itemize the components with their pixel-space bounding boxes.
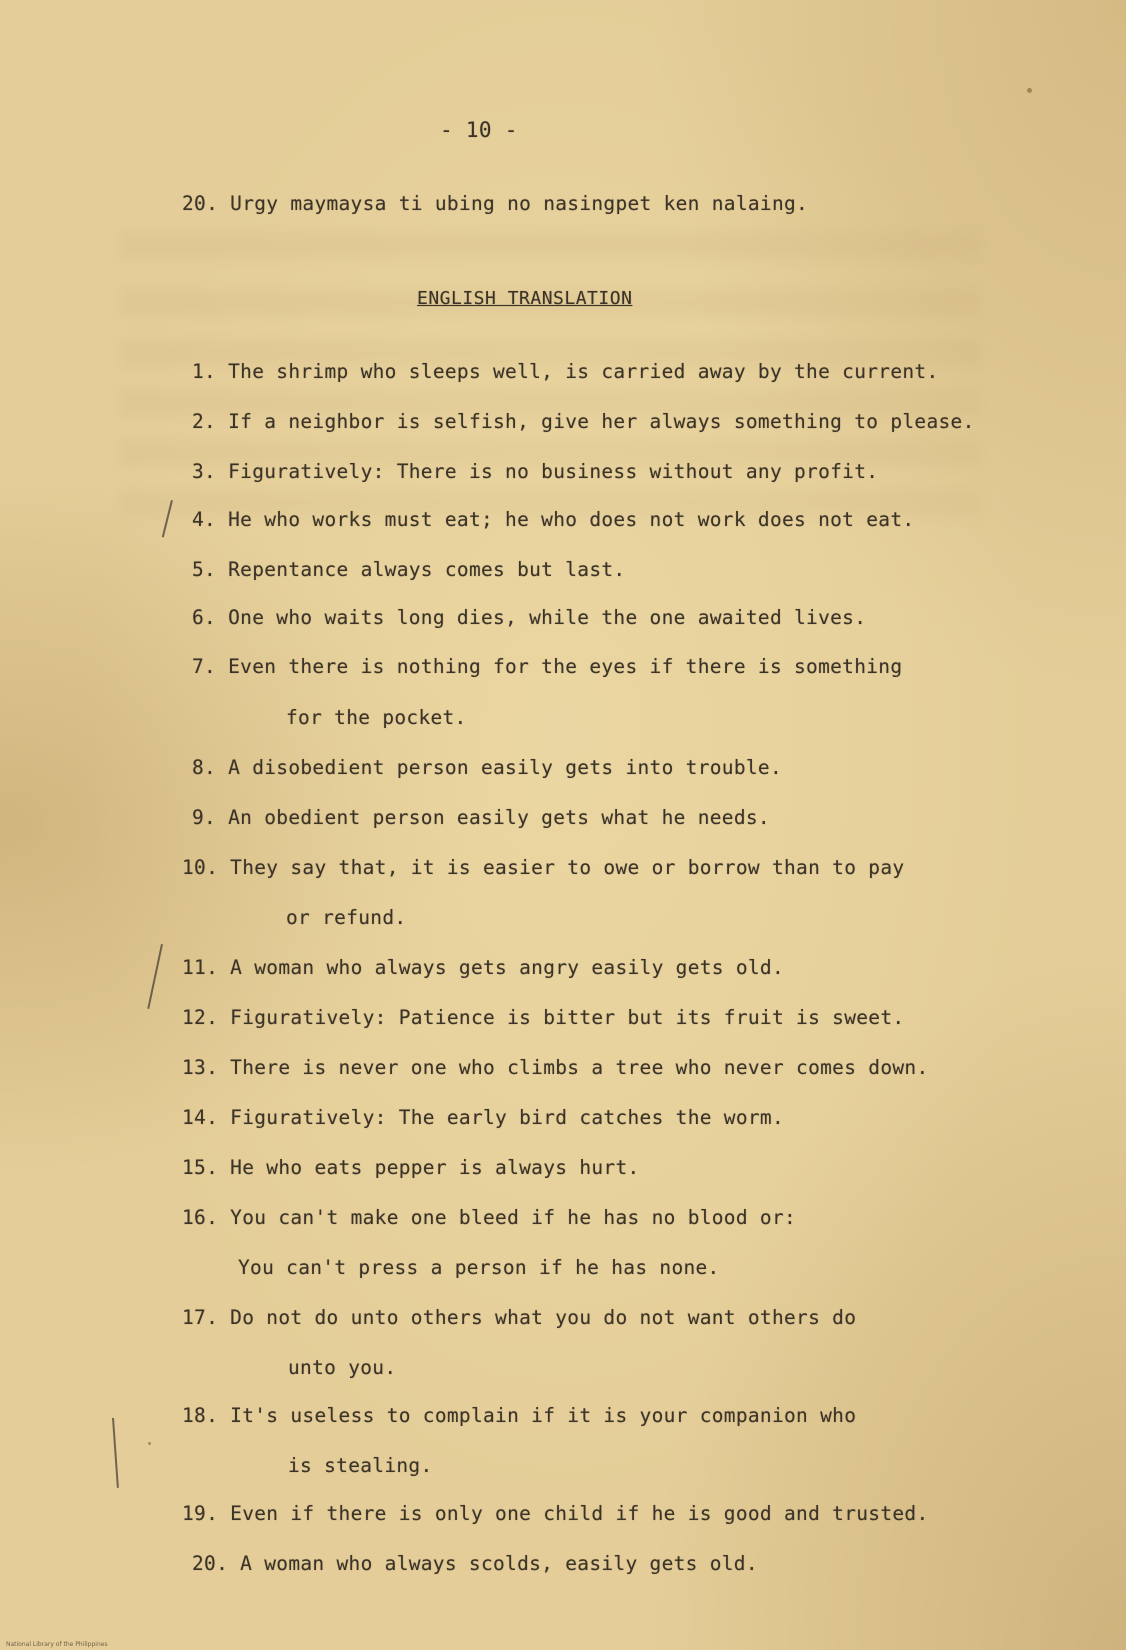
item-text: A woman who always gets angry easily gets old. <box>230 956 785 979</box>
list-item <box>192 410 975 433</box>
item-text: The shrimp who sleeps well, is carried away by the current. <box>228 360 939 383</box>
item-number: 15. <box>182 1156 219 1179</box>
archive-footer-stamp: National Library of the Philippines <box>6 1641 108 1648</box>
item-text: One who waits long dies, while the one awaited lives. <box>228 606 867 629</box>
list-item <box>192 1552 758 1575</box>
list-item <box>182 856 904 879</box>
item-text: Even if there is only one child if he is good and trusted. <box>230 1502 929 1525</box>
paper-smudge <box>148 1442 151 1445</box>
item-text: An obedient person easily gets what he needs. <box>228 806 770 829</box>
list-item <box>182 1056 929 1079</box>
item-number: 10. <box>182 856 219 879</box>
item-text: You can't make one bleed if he has no blood or: <box>230 1206 797 1229</box>
list-item-continuation: You can't press a person if he has none. <box>238 1256 720 1279</box>
list-item <box>182 1006 904 1029</box>
list-item <box>192 655 902 678</box>
list-item-continuation: unto you. <box>288 1356 397 1379</box>
list-item <box>192 460 878 483</box>
item-text: Figuratively: Patience is bitter but its fruit is sweet. <box>230 1006 905 1029</box>
item-number: 2. <box>192 410 217 433</box>
item-number: 20. <box>192 1552 229 1575</box>
paper-smudge <box>1027 88 1032 93</box>
item-text: They say that, it is easier to owe or borrow than to pay <box>230 856 905 879</box>
page-number: - 10 - <box>440 118 518 142</box>
pencil-mark <box>112 1418 119 1488</box>
item-text: There is never one who climbs a tree who never comes down. <box>230 1056 929 1079</box>
list-item <box>182 1502 929 1525</box>
item-number: 14. <box>182 1106 219 1129</box>
list-item <box>182 956 784 979</box>
list-item-continuation: for the pocket. <box>286 706 467 729</box>
bleed-through-shadow <box>120 232 980 258</box>
item-text: He who eats pepper is always hurt. <box>230 1156 640 1179</box>
list-item-continuation: or refund. <box>286 906 407 929</box>
item-number: 12. <box>182 1006 219 1029</box>
item-number: 18. <box>182 1404 219 1427</box>
list-item <box>182 1156 640 1179</box>
item-number: 9. <box>192 806 217 829</box>
list-item <box>192 756 782 779</box>
list-item <box>182 1404 856 1427</box>
item-number: 3. <box>192 460 217 483</box>
item-text: Figuratively: The early bird catches the worm. <box>230 1106 785 1129</box>
item-number: 5. <box>192 558 217 581</box>
list-item <box>182 1106 784 1129</box>
list-item <box>192 558 625 581</box>
list-item <box>192 606 866 629</box>
list-item <box>192 360 939 383</box>
item-number: 17. <box>182 1306 219 1329</box>
item-number: 1. <box>192 360 217 383</box>
item-text: Repentance always comes but last. <box>228 558 626 581</box>
list-item <box>182 1206 796 1229</box>
item-text: Do not do unto others what you do not want others do <box>230 1306 857 1329</box>
list-item-continuation: is stealing. <box>288 1454 433 1477</box>
item-number: 13. <box>182 1056 219 1079</box>
item-number: 19. <box>182 1502 219 1525</box>
list-item <box>182 1306 856 1329</box>
item-number: 7. <box>192 655 217 678</box>
item-text: It's useless to complain if it is your companion who <box>230 1404 857 1427</box>
item-text: Figuratively: There is no business without any profit. <box>228 460 879 483</box>
item-number: 6. <box>192 606 217 629</box>
section-title: ENGLISH TRANSLATION <box>417 288 633 309</box>
item-text: If a neighbor is selfish, give her always something to please. <box>228 410 975 433</box>
item-number: 16. <box>182 1206 219 1229</box>
item-number: 8. <box>192 756 217 779</box>
pencil-mark <box>147 944 163 1009</box>
list-item <box>192 508 914 531</box>
item-number: 11. <box>182 956 219 979</box>
item-text: He who works must eat; he who does not work does not eat. <box>228 508 915 531</box>
item-text: A disobedient person easily gets into trouble. <box>228 756 782 779</box>
item-text: A woman who always scolds, easily gets old. <box>240 1552 758 1575</box>
item-number: 4. <box>192 508 217 531</box>
list-item <box>192 806 770 829</box>
ilocano-proverb-20: 20. Urgy maymaysa ti ubing no nasingpet ken nalaing. <box>182 192 809 215</box>
item-text: Even there is nothing for the eyes if there is something <box>228 655 903 678</box>
